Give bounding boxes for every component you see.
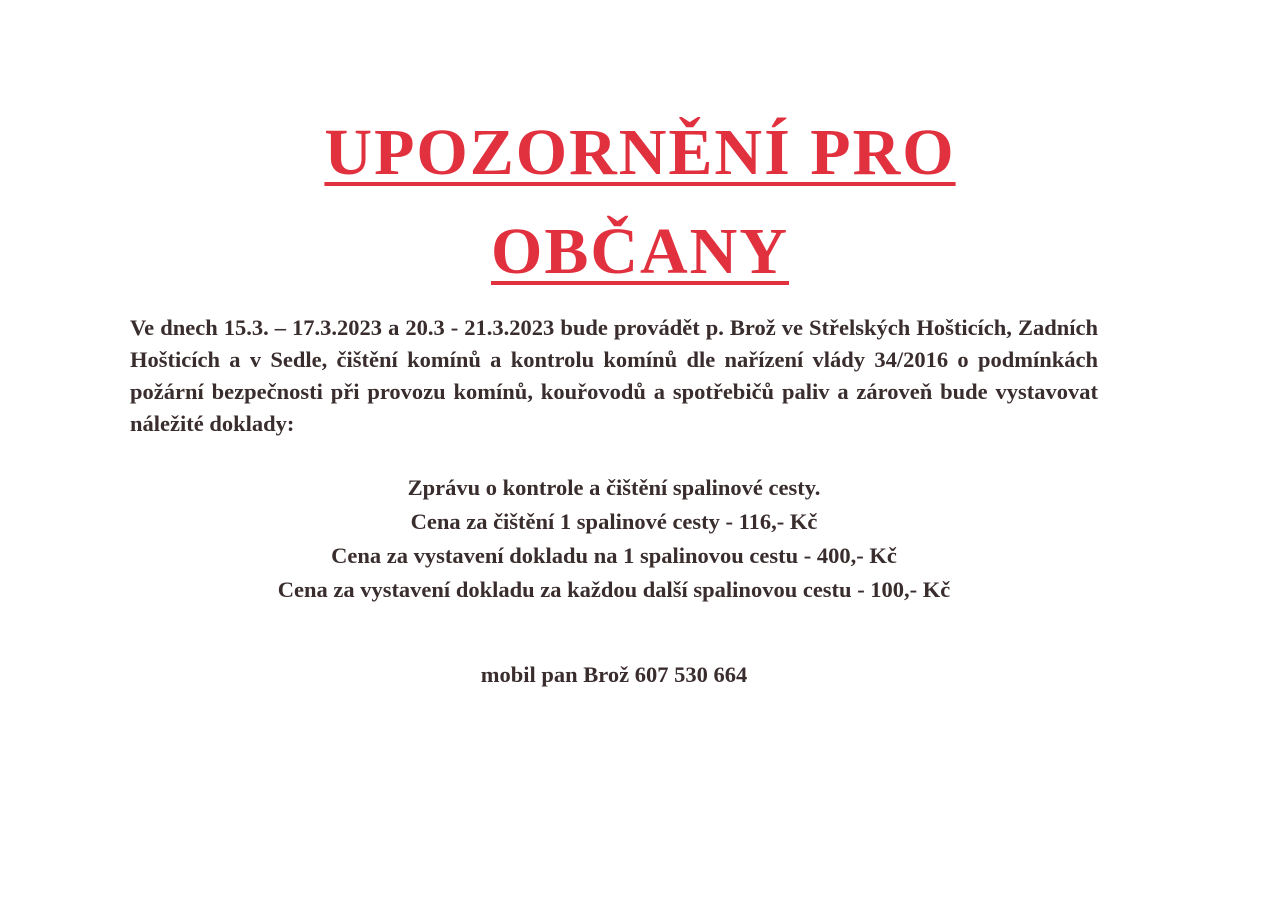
price-list-item: Cena za čištění 1 spalinové cesty - 116,- Kč xyxy=(410,509,818,534)
price-list-item: Cena za vystavení dokladu na 1 spalinovou cestu - 400,- Kč xyxy=(331,543,897,568)
price-list-item: Zprávu o kontrole a čištění spalinové cesty. xyxy=(407,475,821,500)
contact-phone: mobil pan Brož 607 530 664 xyxy=(480,662,748,687)
notice-title-line-1-text: UPOZORNĚNÍ PRO xyxy=(324,116,956,189)
notice-title-line-2 xyxy=(0,215,1280,288)
notice-title-line-1 xyxy=(0,116,1280,189)
notice-title-line-2-text: OBČANY xyxy=(490,215,789,288)
price-list-item: Cena za vystavení dokladu za každou další spalinovou cestu - 100,- Kč xyxy=(277,577,951,602)
price-list xyxy=(0,471,1228,607)
notice-paragraph: Ve dnech 15.3. – 17.3.2023 a 20.3 - 21.3.2023 bude provádět p. Brož ve Střelských Hošticích, Zadních Hošticích a v Sedle, čištění komínů a kontrolu komínů dle nařízení vlády 34/2016 o podmínkách požární bezpečnosti při provozu komínů, kouřovodů a spotřebičů paliv a zároveň bude vystavovat náležité doklady: xyxy=(130,315,1098,436)
